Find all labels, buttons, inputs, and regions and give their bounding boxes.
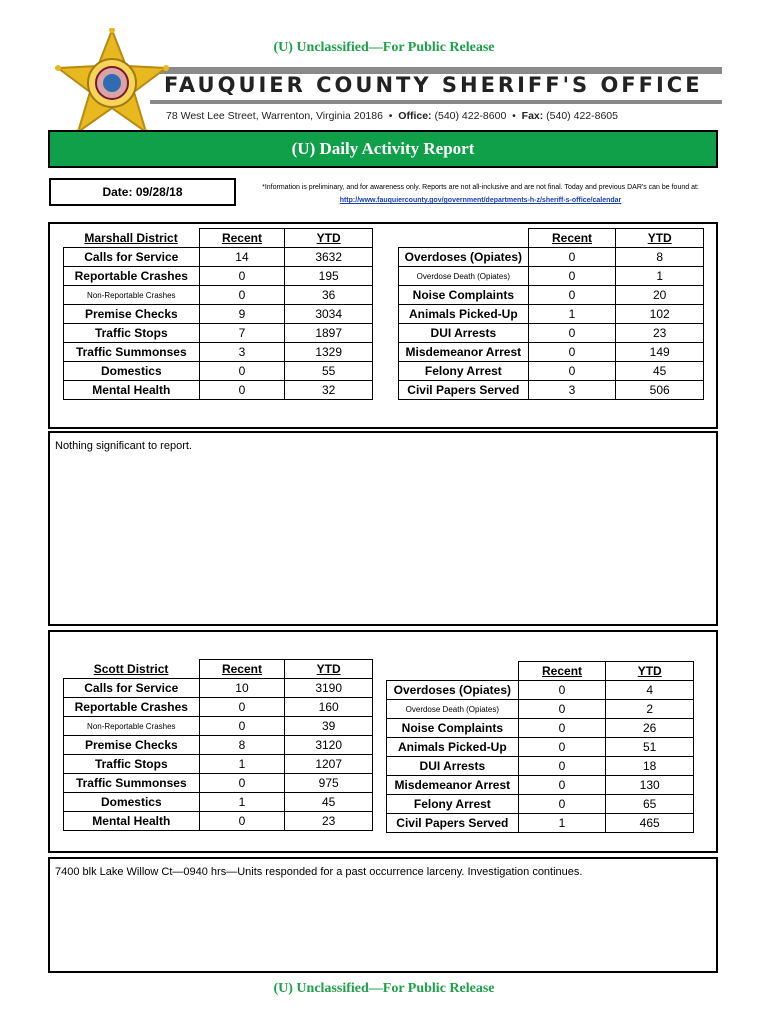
stat-recent: 1 bbox=[518, 814, 606, 833]
stat-label: Traffic Stops bbox=[64, 324, 200, 343]
disclaimer bbox=[243, 181, 718, 207]
date-label: Date: bbox=[102, 185, 133, 199]
stat-label: Felony Arrest bbox=[387, 795, 519, 814]
column-header-ytd: YTD bbox=[616, 229, 704, 248]
stat-recent: 0 bbox=[199, 812, 285, 831]
stat-recent: 0 bbox=[199, 362, 285, 381]
stat-row bbox=[64, 267, 373, 286]
stat-row bbox=[399, 286, 704, 305]
stat-recent: 9 bbox=[199, 305, 285, 324]
column-header-ytd: YTD bbox=[285, 660, 373, 679]
office-address: 78 West Lee Street, Warrenton, Virginia 20186 bbox=[166, 110, 383, 122]
stat-recent: 0 bbox=[518, 738, 606, 757]
stat-ytd: 8 bbox=[616, 248, 704, 267]
stat-row bbox=[399, 381, 704, 400]
marshall-right-table bbox=[398, 228, 704, 400]
stat-recent: 8 bbox=[199, 736, 285, 755]
stat-recent: 1 bbox=[528, 305, 616, 324]
report-title-banner: (U) Daily Activity Report bbox=[48, 130, 718, 168]
stat-ytd: 26 bbox=[606, 719, 694, 738]
office-name: FAUQUIER COUNTY SHERIFF'S OFFICE bbox=[164, 73, 703, 97]
stat-row bbox=[64, 793, 373, 812]
stat-label: Animals Picked-Up bbox=[387, 738, 519, 757]
stat-row bbox=[387, 719, 694, 738]
stat-ytd: 18 bbox=[606, 757, 694, 776]
stat-row bbox=[64, 774, 373, 793]
stat-ytd: 3120 bbox=[285, 736, 373, 755]
column-header-ytd: YTD bbox=[285, 229, 373, 248]
stat-ytd: 23 bbox=[616, 324, 704, 343]
stat-row bbox=[399, 362, 704, 381]
stat-recent: 0 bbox=[528, 343, 616, 362]
stat-ytd: 195 bbox=[285, 267, 373, 286]
calendar-link[interactable]: http://www.fauquiercounty.gov/government/departments-h-z/sheriff-s-office/calendar bbox=[339, 197, 622, 204]
stat-ytd: 51 bbox=[606, 738, 694, 757]
stat-recent: 0 bbox=[199, 381, 285, 400]
stat-ytd: 3034 bbox=[285, 305, 373, 324]
stat-recent: 10 bbox=[199, 679, 285, 698]
stat-recent: 0 bbox=[518, 700, 606, 719]
stat-ytd: 4 bbox=[606, 681, 694, 700]
stat-row bbox=[399, 305, 704, 324]
stat-recent: 1 bbox=[199, 755, 285, 774]
stat-row bbox=[64, 343, 373, 362]
office-phone-label: Office: bbox=[398, 110, 432, 122]
stat-label: Non-Reportable Crashes bbox=[64, 286, 200, 305]
stat-row bbox=[64, 755, 373, 774]
stat-row bbox=[64, 736, 373, 755]
stat-row bbox=[387, 776, 694, 795]
stat-recent: 3 bbox=[199, 343, 285, 362]
stat-label: Animals Picked-Up bbox=[399, 305, 529, 324]
header-rule-bottom bbox=[150, 100, 722, 104]
stat-ytd: 55 bbox=[285, 362, 373, 381]
stat-row bbox=[387, 700, 694, 719]
stat-row bbox=[64, 698, 373, 717]
column-header-ytd: YTD bbox=[606, 662, 694, 681]
stat-label: Mental Health bbox=[64, 381, 200, 400]
stat-ytd: 1329 bbox=[285, 343, 373, 362]
scott-left-table bbox=[63, 659, 373, 831]
column-header-recent: Recent bbox=[199, 229, 285, 248]
stat-row bbox=[64, 362, 373, 381]
stat-label: Traffic Summonses bbox=[64, 343, 200, 362]
marshall-narrative: Nothing significant to report. bbox=[55, 440, 192, 452]
classification-bottom: (U) Unclassified—For Public Release bbox=[273, 981, 495, 996]
stat-label: Overdose Death (Opiates) bbox=[387, 700, 519, 719]
office-address-line: 78 West Lee Street, Warrenton, Virginia 20186 • Office: (540) 422-8600 • Fax: (540) 422-8605 bbox=[166, 110, 618, 122]
stat-label: Traffic Stops bbox=[64, 755, 200, 774]
header-spacer bbox=[399, 229, 529, 248]
stat-row bbox=[64, 679, 373, 698]
column-header-recent: Recent bbox=[199, 660, 285, 679]
stat-label: Mental Health bbox=[64, 812, 200, 831]
stat-label: DUI Arrests bbox=[399, 324, 529, 343]
stat-row bbox=[387, 738, 694, 757]
stat-label: Calls for Service bbox=[64, 679, 200, 698]
stat-row bbox=[64, 381, 373, 400]
stat-ytd: 465 bbox=[606, 814, 694, 833]
stat-ytd: 23 bbox=[285, 812, 373, 831]
stat-ytd: 506 bbox=[616, 381, 704, 400]
stat-recent: 14 bbox=[199, 248, 285, 267]
stat-row bbox=[64, 248, 373, 267]
stat-recent: 0 bbox=[528, 286, 616, 305]
stat-ytd: 1897 bbox=[285, 324, 373, 343]
stat-label: Premise Checks bbox=[64, 736, 200, 755]
stat-label: Overdoses (Opiates) bbox=[399, 248, 529, 267]
sheriff-star-badge-icon bbox=[54, 28, 170, 136]
stat-label: Calls for Service bbox=[64, 248, 200, 267]
stat-row bbox=[399, 267, 704, 286]
stat-label: Overdose Death (Opiates) bbox=[399, 267, 529, 286]
stat-label: Civil Papers Served bbox=[387, 814, 519, 833]
stat-ytd: 45 bbox=[285, 793, 373, 812]
fax-phone: (540) 422-8605 bbox=[546, 110, 618, 122]
stat-ytd: 20 bbox=[616, 286, 704, 305]
stat-row bbox=[64, 286, 373, 305]
office-phone: (540) 422-8600 bbox=[434, 110, 507, 122]
stat-label: Non-Reportable Crashes bbox=[64, 717, 200, 736]
stat-label: Traffic Summonses bbox=[64, 774, 200, 793]
header-spacer bbox=[387, 662, 519, 681]
stat-recent: 0 bbox=[199, 698, 285, 717]
stat-recent: 0 bbox=[199, 717, 285, 736]
district-name: Scott District bbox=[93, 661, 169, 676]
stat-ytd: 1 bbox=[616, 267, 704, 286]
stat-label: Noise Complaints bbox=[399, 286, 529, 305]
stat-row bbox=[64, 324, 373, 343]
stat-recent: 0 bbox=[518, 681, 606, 700]
stat-recent: 3 bbox=[528, 381, 616, 400]
stat-ytd: 149 bbox=[616, 343, 704, 362]
stat-recent: 0 bbox=[518, 795, 606, 814]
stat-row bbox=[399, 343, 704, 362]
date-value: 09/28/18 bbox=[135, 185, 183, 199]
stat-row bbox=[387, 814, 694, 833]
stat-row bbox=[387, 757, 694, 776]
classification-top: (U) Unclassified—For Public Release bbox=[273, 40, 495, 55]
scott-narrative-panel bbox=[48, 857, 718, 973]
stat-recent: 0 bbox=[518, 776, 606, 795]
stat-label: Reportable Crashes bbox=[64, 698, 200, 717]
stat-recent: 0 bbox=[199, 267, 285, 286]
stat-ytd: 130 bbox=[606, 776, 694, 795]
stat-row bbox=[64, 812, 373, 831]
scott-narrative: 7400 blk Lake Willow Ct—0940 hrs—Units responded for a past occurrence larceny. Investigation continues. bbox=[55, 866, 583, 878]
stat-ytd: 2 bbox=[606, 700, 694, 719]
stat-recent: 0 bbox=[518, 757, 606, 776]
stat-ytd: 39 bbox=[285, 717, 373, 736]
stat-label: Misdemeanor Arrest bbox=[399, 343, 529, 362]
stat-row bbox=[64, 717, 373, 736]
stat-ytd: 36 bbox=[285, 286, 373, 305]
stat-label: Reportable Crashes bbox=[64, 267, 200, 286]
stat-label: Domestics bbox=[64, 362, 200, 381]
stat-row bbox=[64, 305, 373, 324]
fax-label: Fax: bbox=[521, 110, 544, 122]
stat-ytd: 160 bbox=[285, 698, 373, 717]
stat-label: Felony Arrest bbox=[399, 362, 529, 381]
stat-recent: 7 bbox=[199, 324, 285, 343]
marshall-narrative-panel bbox=[48, 431, 718, 626]
stat-label: Noise Complaints bbox=[387, 719, 519, 738]
scott-right-table bbox=[386, 661, 694, 833]
stat-ytd: 1207 bbox=[285, 755, 373, 774]
stat-recent: 0 bbox=[528, 362, 616, 381]
stat-label: Premise Checks bbox=[64, 305, 200, 324]
column-header-recent: Recent bbox=[528, 229, 616, 248]
stat-ytd: 975 bbox=[285, 774, 373, 793]
stat-label: Civil Papers Served bbox=[399, 381, 529, 400]
stat-recent: 0 bbox=[199, 286, 285, 305]
stat-label: Domestics bbox=[64, 793, 200, 812]
stat-row bbox=[387, 681, 694, 700]
stat-ytd: 3190 bbox=[285, 679, 373, 698]
stat-recent: 0 bbox=[518, 719, 606, 738]
stat-recent: 1 bbox=[199, 793, 285, 812]
stat-ytd: 3632 bbox=[285, 248, 373, 267]
stat-recent: 0 bbox=[528, 248, 616, 267]
stat-recent: 0 bbox=[528, 267, 616, 286]
stat-row bbox=[399, 248, 704, 267]
stat-row bbox=[399, 324, 704, 343]
stat-ytd: 45 bbox=[616, 362, 704, 381]
column-header-recent: Recent bbox=[518, 662, 606, 681]
date-box bbox=[49, 178, 236, 206]
stat-row bbox=[387, 795, 694, 814]
stat-label: Overdoses (Opiates) bbox=[387, 681, 519, 700]
district-name: Marshall District bbox=[84, 230, 178, 245]
disclaimer-text: *Information is preliminary, and for awareness only. Reports are not all-inclusive and are not final. Today and previous DAR's can be found at: bbox=[262, 184, 699, 191]
stat-ytd: 102 bbox=[616, 305, 704, 324]
stat-recent: 0 bbox=[528, 324, 616, 343]
stat-label: DUI Arrests bbox=[387, 757, 519, 776]
stat-ytd: 65 bbox=[606, 795, 694, 814]
stat-label: Misdemeanor Arrest bbox=[387, 776, 519, 795]
stat-recent: 0 bbox=[199, 774, 285, 793]
stat-ytd: 32 bbox=[285, 381, 373, 400]
marshall-left-table bbox=[63, 228, 373, 400]
